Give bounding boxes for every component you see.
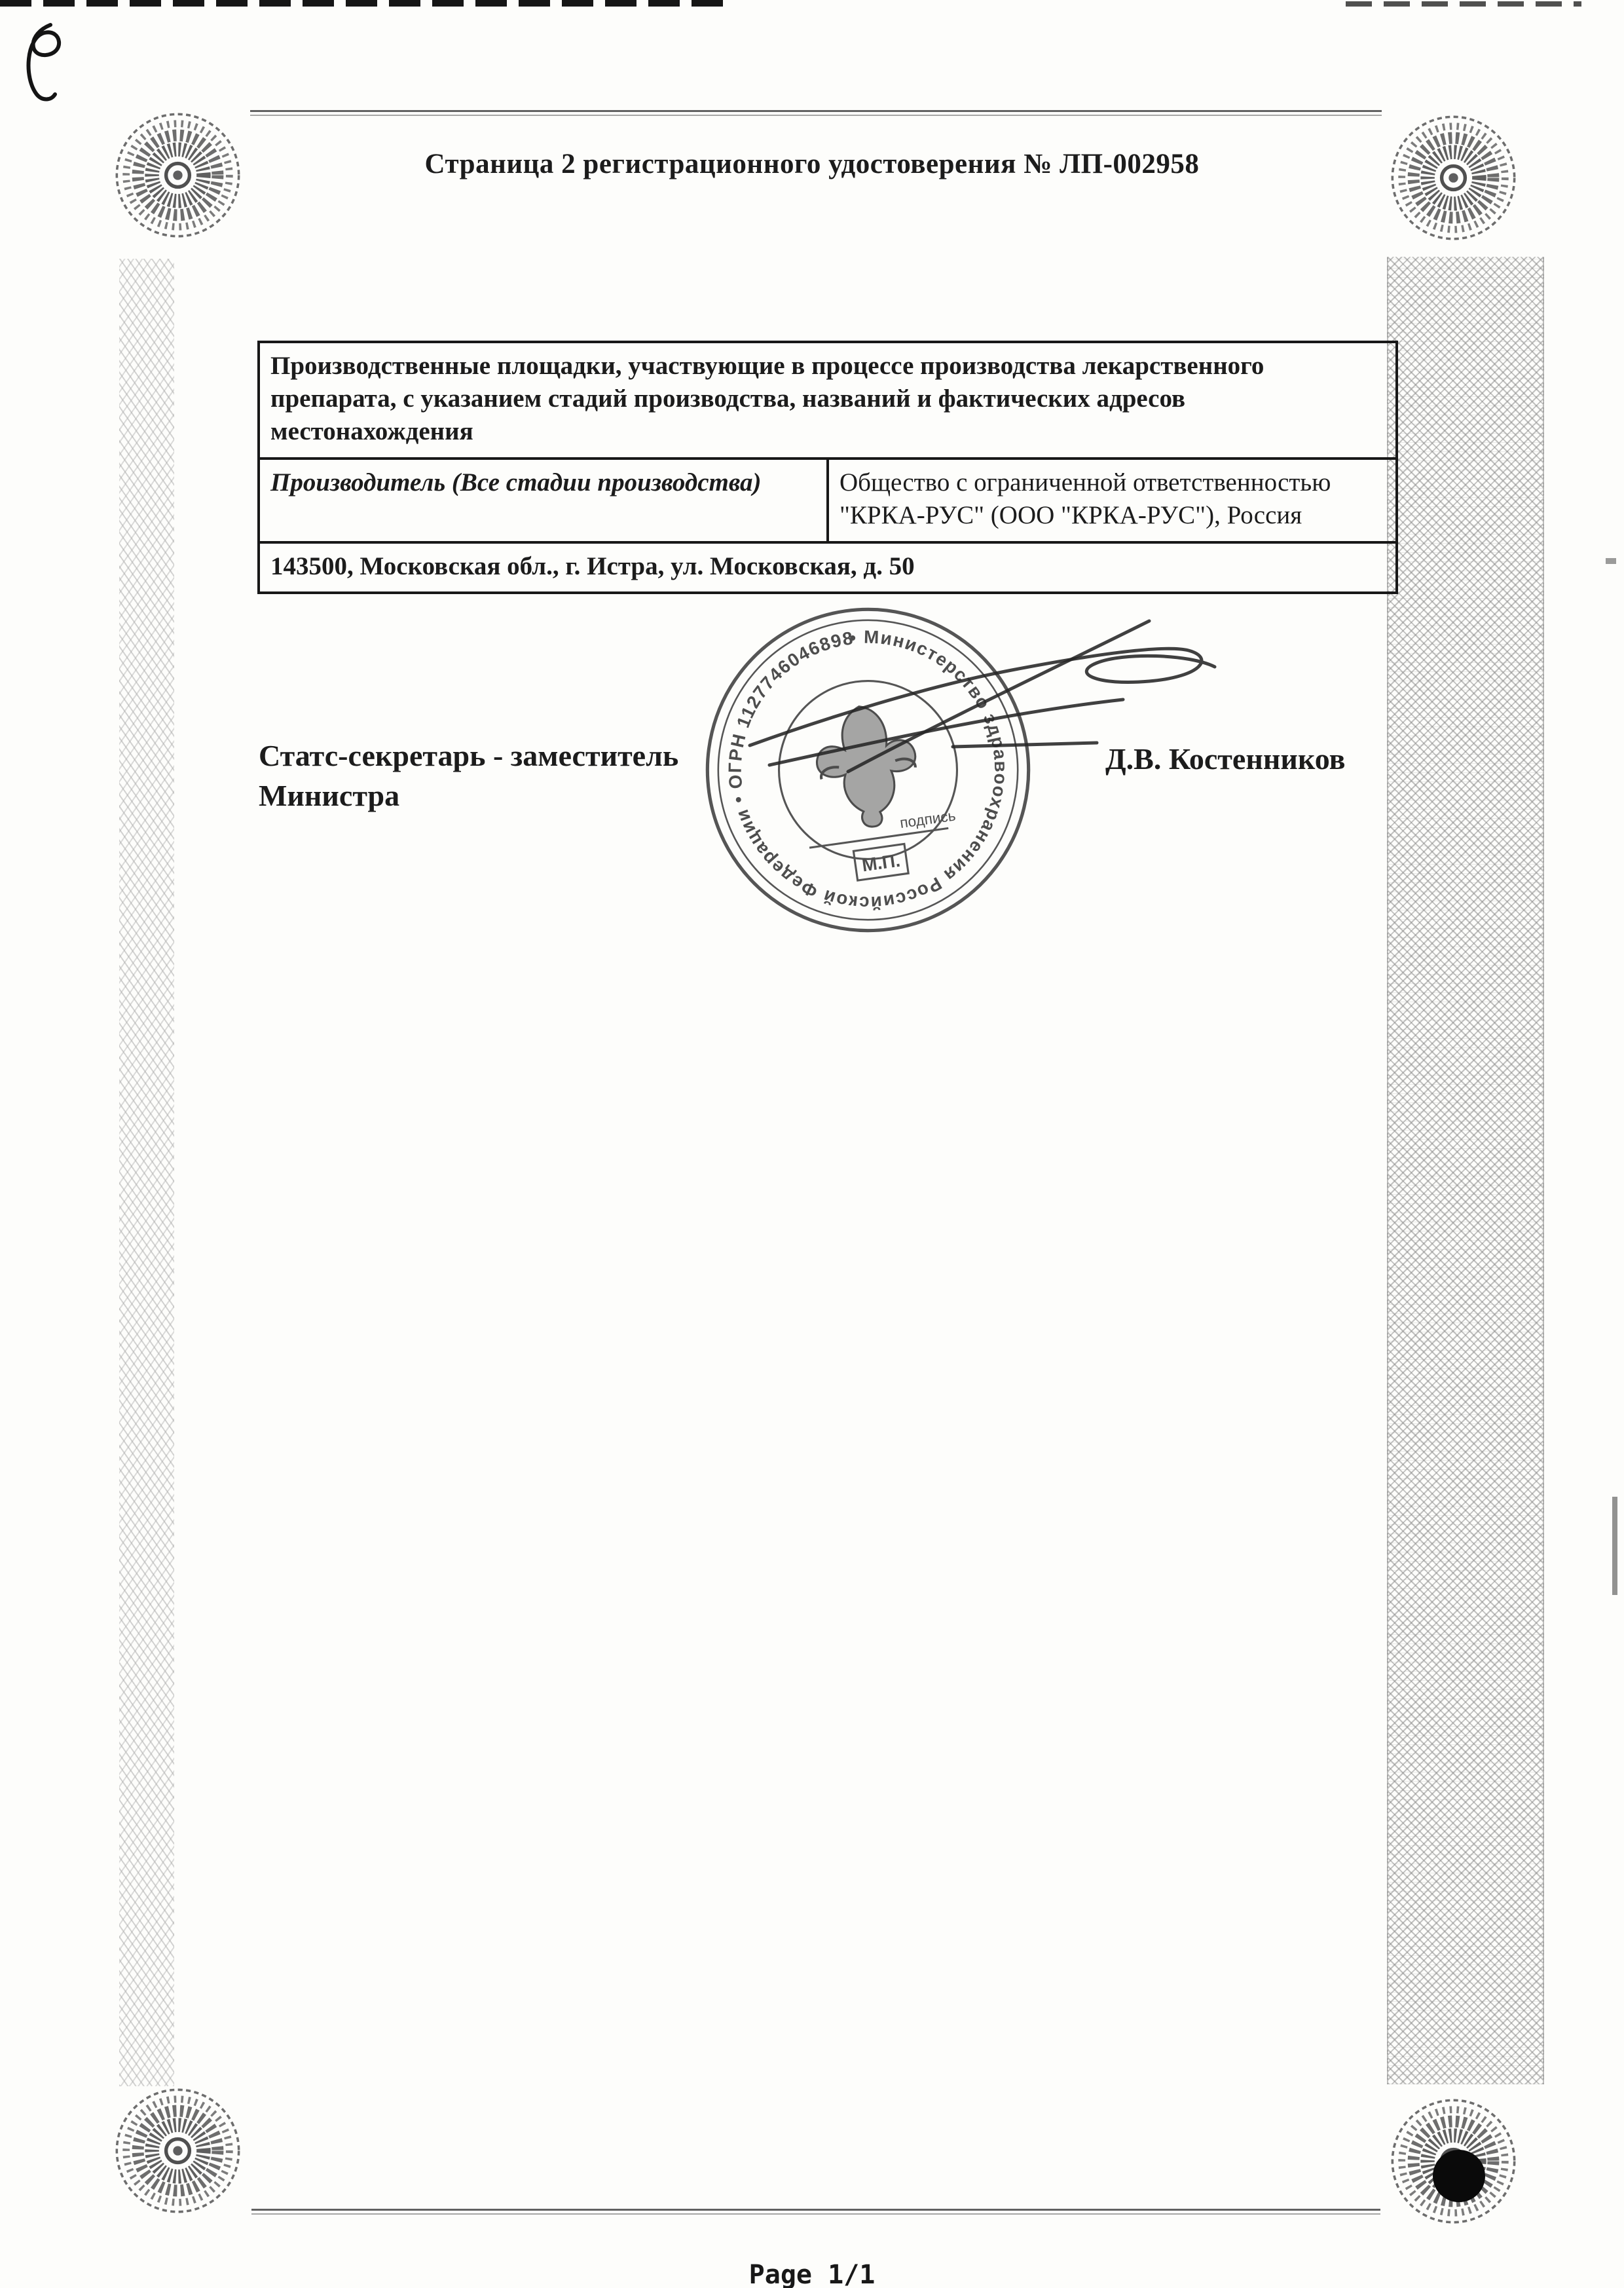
stamp-mp-label: М.П. [860, 850, 902, 876]
producer-label-cell: Производитель (Все стадии производства) [259, 459, 828, 542]
scan-artifact-top [0, 0, 730, 7]
signature-scrawl [730, 608, 1247, 824]
border-line-top [250, 110, 1382, 116]
border-line-bottom [251, 2209, 1380, 2215]
signatory-title [259, 736, 678, 816]
producer-value-cell: Общество с ограниченной ответственностью "КРКА-РУС" (ООО "КРКА-РУС"), Россия [828, 459, 1397, 542]
table-row [259, 342, 1397, 459]
scan-artifact-top [1346, 1, 1581, 7]
scan-artifact-right [1612, 1497, 1617, 1595]
signatory-name: Д.В. Костенников [1105, 742, 1346, 776]
table-row [259, 542, 1397, 593]
scan-artifact-right [1606, 558, 1616, 564]
table-row [259, 459, 1397, 542]
stamp-podpis-label: подпись [898, 806, 957, 832]
page-header: Страница 2 регистрационного удостоверения № ЛП-002958 [424, 149, 1200, 179]
stamp-ring-textpath: • Министерство здравоохранения Российской Федерации • ОГРН 1127746046898 [724, 626, 1012, 914]
signatory-title-line2: Министра [259, 778, 400, 812]
address-cell: 143500, Московская обл., г. Истра, ул. Московская, д. 50 [259, 542, 1397, 593]
signatory-title-line1: Статс-секретарь - заместитель [259, 739, 679, 772]
guilloche-border-right [1387, 257, 1544, 2084]
handwritten-mark [14, 17, 73, 109]
ink-dot-mark [1433, 2150, 1485, 2202]
guilloche-border-left [119, 259, 174, 2086]
page-footer: Page 1/1 [748, 2260, 876, 2288]
table-title-cell: Производственные площадки, участвующие в процессе производства лекарственного препарата, с указанием стадий производства, названий и фактических адресов местонахождения [259, 342, 1397, 459]
production-sites-table [257, 341, 1398, 594]
corner-rosette-ornament [107, 2080, 248, 2221]
